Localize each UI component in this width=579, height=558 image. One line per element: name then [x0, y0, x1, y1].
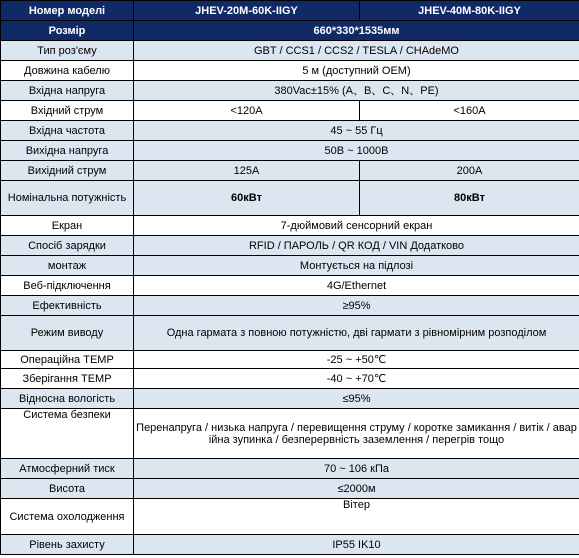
spec-label: Номінальна потужність: [1, 181, 134, 216]
spec-label: Операційна TEMP: [1, 351, 134, 369]
size-value: 660*330*1535мм: [134, 21, 579, 41]
spec-value-model-a: 125A: [134, 161, 360, 181]
spec-value-model-a: <120A: [134, 101, 360, 121]
spec-label: Довжина кабелю: [1, 61, 134, 81]
spec-value: Перенапруга / низька напруга / перевищення струму / коротке замикання / витік / аварійна зупинка / безперервність заземлення / перегрів тощо: [134, 409, 579, 459]
spec-value: 7-дюймовий сенсорний екран: [134, 216, 579, 236]
spec-label: Система безпеки: [1, 409, 134, 459]
spec-value-model-b: 200A: [360, 161, 579, 181]
spec-value: 45 ~ 55 Гц: [134, 121, 579, 141]
model-header-row: [1, 1, 579, 21]
spec-label: Вихідний струм: [1, 161, 134, 181]
spec-row-altitude: [1, 479, 579, 499]
spec-row-output-mode: [1, 316, 579, 351]
spec-value-model-b: <160A: [360, 101, 579, 121]
spec-label: Система охолодження: [1, 499, 134, 535]
spec-value: Монтується на підлозі: [134, 256, 579, 276]
spec-row-protection-level: [1, 535, 579, 555]
spec-value: ≤95%: [134, 389, 579, 409]
spec-row-mounting: [1, 256, 579, 276]
spec-label: Вхідна частота: [1, 121, 134, 141]
spec-row-input-frequency: [1, 121, 579, 141]
spec-value-model-a: 60кВт: [134, 181, 360, 216]
spec-row-output-current: [1, 161, 579, 181]
spec-row-input-current: [1, 101, 579, 121]
spec-label: Атмосферний тиск: [1, 459, 134, 479]
spec-value: -40 ~ +70℃: [134, 369, 579, 389]
spec-row-network: [1, 276, 579, 296]
model-a-name: JHEV-20M-60K-IIGY: [134, 1, 360, 21]
spec-row-output-voltage: [1, 141, 579, 161]
spec-row-storage-temp: [1, 369, 579, 389]
spec-row-cooling-system: [1, 499, 579, 535]
spec-row-rated-power: [1, 181, 579, 216]
spec-value: 70 ~ 106 кПа: [134, 459, 579, 479]
spec-label: Тип роз'єму: [1, 41, 134, 61]
spec-row-screen: [1, 216, 579, 236]
spec-label: Вхідний струм: [1, 101, 134, 121]
spec-value-model-b: 80кВт: [360, 181, 579, 216]
model-label: Номер моделі: [1, 1, 134, 21]
spec-label: монтаж: [1, 256, 134, 276]
spec-value: 50В ~ 1000В: [134, 141, 579, 161]
spec-label: Режим виводу: [1, 316, 134, 351]
spec-label: Вихідна напруга: [1, 141, 134, 161]
spec-row-humidity: [1, 389, 579, 409]
size-label: Розмір: [1, 21, 134, 41]
spec-label: Висота: [1, 479, 134, 499]
spec-value: 380Vac±15% (A、B、C、N、PE): [134, 81, 579, 101]
spec-row-cable-length: [1, 61, 579, 81]
spec-label: Ефективність: [1, 296, 134, 316]
spec-row-atmospheric-pressure: [1, 459, 579, 479]
spec-row-charging-method: [1, 236, 579, 256]
spec-value: ≥95%: [134, 296, 579, 316]
model-b-name: JHEV-40M-80K-IIGY: [360, 1, 579, 21]
spec-label: Спосіб зарядки: [1, 236, 134, 256]
spec-value: ≤2000м: [134, 479, 579, 499]
spec-row-operating-temp: [1, 351, 579, 369]
spec-value: GBT / CCS1 / CCS2 / TESLA / CHAdeMO: [134, 41, 579, 61]
spec-value: IP55 IK10: [134, 535, 579, 555]
spec-value: 4G/Ethernet: [134, 276, 579, 296]
spec-label: Екран: [1, 216, 134, 236]
spec-label: Відносна вологість: [1, 389, 134, 409]
spec-value: Вітер: [134, 499, 579, 535]
size-row: [1, 21, 579, 41]
spec-row-input-voltage: [1, 81, 579, 101]
spec-value: 5 м (доступний OEM): [134, 61, 579, 81]
spec-value: RFID / ПАРОЛЬ / QR КОД / VIN Додатково: [134, 236, 579, 256]
spec-row-efficiency: [1, 296, 579, 316]
spec-label: Зберігання TEMP: [1, 369, 134, 389]
spec-label: Рівень захисту: [1, 535, 134, 555]
spec-row-safety-system: [1, 409, 579, 459]
spec-label: Вхідна напруга: [1, 81, 134, 101]
spec-label: Веб-підключення: [1, 276, 134, 296]
spec-row-connector-type: [1, 41, 579, 61]
spec-value: Одна гармата з повною потужністю, дві гармати з рівномірним розподілом: [134, 316, 579, 351]
spec-value: -25 ~ +50℃: [134, 351, 579, 369]
